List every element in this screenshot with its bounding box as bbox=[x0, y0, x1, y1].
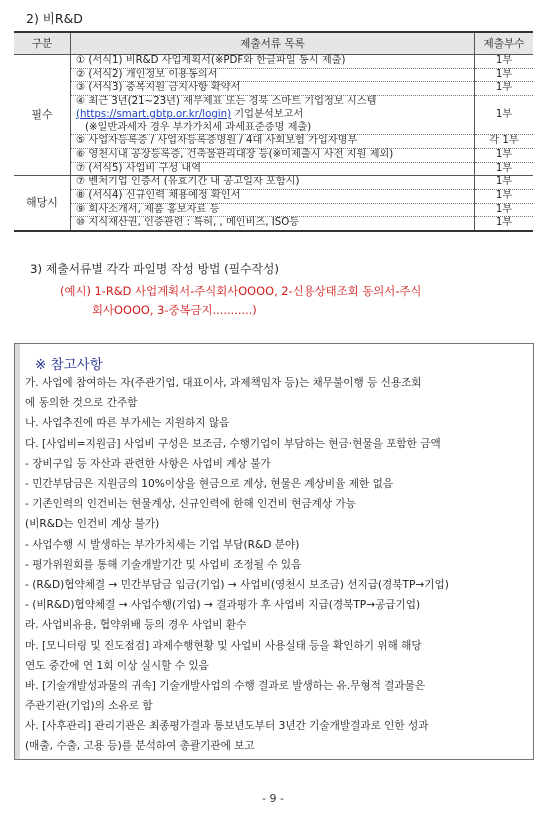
table-row bbox=[14, 55, 533, 69]
reference-line: (비R&D는 인건비 계상 불가) bbox=[25, 518, 160, 531]
table-row bbox=[14, 109, 533, 122]
category-if-applicable: 해당시 bbox=[14, 176, 71, 231]
document-count: 1부 bbox=[475, 55, 534, 69]
submission-documents-table bbox=[14, 31, 533, 232]
document-item: ⑤ 사업자등록증 / 사업자등록증명원 / 4대 사회보험 가입자명부 bbox=[71, 135, 475, 149]
smart-gbtp-link[interactable]: (https://smart.gbtp.or.kr/login) bbox=[76, 108, 232, 120]
document-count: 각 1부 bbox=[475, 135, 534, 149]
header-category: 구분 bbox=[14, 32, 71, 55]
document-count: 1부 bbox=[475, 190, 534, 204]
table-row bbox=[14, 190, 533, 204]
table-row bbox=[14, 162, 533, 176]
reference-line: (매출, 수출, 고용 등)를 분석하여 총괄기관에 보고 bbox=[25, 739, 255, 752]
reference-title: ※ 참고사항 bbox=[35, 357, 103, 373]
document-item: ① (서식1) 비R&D 사업계획서(※PDF와 한글파일 동시 제출) bbox=[71, 55, 475, 69]
document-count: 1부 bbox=[475, 203, 534, 217]
table-row bbox=[14, 217, 533, 231]
document-item-continued bbox=[71, 109, 475, 122]
document-count: 1부 bbox=[475, 148, 534, 162]
header-count: 제출부수 bbox=[475, 32, 534, 55]
document-count: 1부 bbox=[475, 82, 534, 96]
table-row bbox=[14, 96, 533, 109]
reference-line: - 평가위원회를 통해 기술개발기간 및 사업비 조정될 수 있음 bbox=[25, 558, 302, 571]
page-number: - 9 - bbox=[262, 792, 284, 805]
document-count: 1부 bbox=[475, 176, 534, 190]
reference-line: 에 동의한 것으로 간주함 bbox=[25, 397, 138, 410]
table-row bbox=[14, 203, 533, 217]
reference-line: - 사업수행 시 발생하는 부가가치세는 기업 부담(R&D 분야) bbox=[25, 538, 300, 551]
document-count: 1부 bbox=[475, 68, 534, 82]
reference-line: - 민간부담금은 지원금의 10%이상을 현금으로 계상, 현물은 계상비율 제한 없음 bbox=[25, 478, 394, 490]
document-item: ⑥ 영천시내 공장등록증, 건축물관리대장 등(※미제출시 사전 지원 제외) bbox=[71, 148, 475, 162]
reference-line: - 기존인력의 인건비는 현물계상, 신규인력에 한해 인건비 현금계상 가능 bbox=[25, 498, 356, 511]
table-row bbox=[14, 122, 533, 135]
document-item: ⑦ 벤처기업 인증서 (유효기간 내 공고일자 포함시) bbox=[71, 176, 475, 190]
reference-notes-box bbox=[14, 343, 534, 760]
document-item: ⑦ (서식5) 사업비 구성 내역 bbox=[71, 162, 475, 176]
reference-line: 바. [기술개발성과물의 귀속] 기술개발사업의 수행 결과로 발생하는 유.무형적 결과물은 bbox=[25, 680, 426, 692]
document-count: 1부 bbox=[475, 217, 534, 231]
document-item: ⑩ 지식재산권, 인증관련 : 특허, , 메인비즈, ISO등 bbox=[71, 217, 475, 231]
reference-line: 라. 사업비유용, 협약위배 등의 경우 사업비 환수 bbox=[25, 619, 247, 632]
category-required: 필수 bbox=[14, 55, 71, 176]
document-item: ⑨ 회사소개서, 제품 홍보자료 등 bbox=[71, 203, 475, 217]
document-count: 1부 bbox=[475, 162, 534, 176]
document-item: ② (서식2) 개인정보 이용동의서 bbox=[71, 68, 475, 82]
file-naming-title: 3) 제출서류별 각각 파일명 작성 방법 (필수작성) bbox=[30, 262, 279, 276]
reference-line: - (R&D)협약체결 → 민간부담금 입금(기업) → 사업비(영천시 보조금) 선지급(경북TP→기업) bbox=[25, 579, 449, 591]
section-title: 2) 비R&D bbox=[26, 11, 83, 26]
reference-line: 마. [모니터링 및 진도점검] 과제수행현황 및 사업비 사용실태 등을 확인하기 위해 해당 bbox=[25, 639, 422, 652]
document-item: ④ 최근 3년(21~23년) 재무제표 또는 경북 스마트 기업정보 시스템 bbox=[76, 96, 377, 108]
table-row bbox=[14, 148, 533, 162]
reference-line: 나. 사업추진에 따른 부가세는 지원하지 않음 bbox=[25, 417, 230, 430]
document-item: ③ (서식3) 중복지원 금지사항 확약서 bbox=[71, 82, 475, 96]
table-row bbox=[14, 82, 533, 96]
table-row bbox=[14, 176, 533, 190]
document-item: ⑧ (서식4) 신규인력 채용예정 확인서 bbox=[71, 190, 475, 204]
reference-line: 다. [사업비=지원금] 사업비 구성은 보조금, 수행기업이 부담하는 현금·현물을 포함한 금액 bbox=[25, 437, 441, 450]
reference-line: 연도 중간에 연 1회 이상 실시할 수 있음 bbox=[25, 659, 209, 672]
table-header-row bbox=[14, 32, 533, 55]
table-row bbox=[14, 68, 533, 82]
example-line-1: (예시) 1-R&D 사업계획서-주식회사OOOO, 2-신용상태조회 동의서-주식 bbox=[60, 284, 422, 298]
reference-accent-bar bbox=[15, 344, 20, 759]
document-note: (※일반과세자 경우 부가가치세 과세표준증명 제출) bbox=[71, 122, 475, 135]
file-naming-example bbox=[60, 282, 530, 320]
example-line-2: 회사OOOO, 3-중복금지...........) bbox=[92, 303, 257, 317]
reference-line: - (비R&D)협약체결 → 사업수행(기업) → 결과평가 후 사업비 지급(경북TP→공급기업) bbox=[25, 599, 421, 612]
table-row bbox=[14, 135, 533, 149]
reference-line: 사. [사후관리] 관리기관은 최종평가결과 통보년도부터 3년간 기술개발결과로 인한 성과 bbox=[25, 720, 429, 733]
reference-line: 가. 사업에 참여하는 자(주관기업, 대표이사, 과제책임자 등)는 채무불이행 등 신용조회 bbox=[25, 377, 422, 389]
document-count: 1부 bbox=[475, 96, 534, 135]
header-documents: 제출서류 목록 bbox=[71, 32, 475, 55]
document-item-suffix: 기업분석보고서 bbox=[231, 108, 304, 120]
reference-line: - 장비구입 등 자산과 관련한 사항은 사업비 계상 불가 bbox=[25, 457, 271, 470]
reference-line: 주관기관(기업)의 소유로 함 bbox=[25, 700, 153, 713]
